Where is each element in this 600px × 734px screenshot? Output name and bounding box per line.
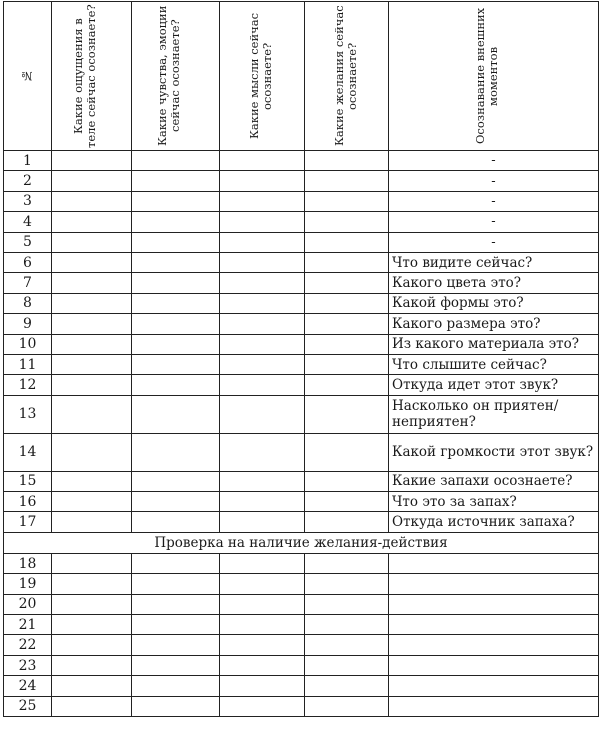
answer-cell[interactable]: [132, 171, 220, 191]
external-prompt: -: [389, 191, 599, 211]
answer-cell[interactable]: [132, 354, 220, 374]
answer-cell[interactable]: [132, 512, 220, 532]
answer-cell[interactable]: [220, 252, 305, 272]
answer-cell[interactable]: [220, 191, 305, 211]
answer-cell[interactable]: [52, 395, 132, 433]
answer-cell[interactable]: [389, 594, 599, 614]
answer-cell[interactable]: [52, 151, 132, 171]
answer-cell[interactable]: [305, 471, 389, 491]
answer-cell[interactable]: [305, 553, 389, 573]
answer-cell[interactable]: [220, 375, 305, 395]
answer-cell[interactable]: [220, 293, 305, 313]
header-number: №: [4, 2, 52, 151]
answer-cell[interactable]: [220, 232, 305, 252]
answer-cell[interactable]: [52, 471, 132, 491]
table-row: [4, 492, 599, 512]
answer-cell[interactable]: [305, 273, 389, 293]
rows-part-1: [4, 151, 599, 533]
answer-cell[interactable]: [220, 492, 305, 512]
row-number: 13: [4, 395, 52, 433]
row-number: 11: [4, 354, 52, 374]
answer-cell[interactable]: [52, 492, 132, 512]
answer-cell[interactable]: [52, 433, 132, 471]
external-prompt: -: [389, 151, 599, 171]
answer-cell[interactable]: [220, 471, 305, 491]
row-number: 20: [4, 594, 52, 614]
answer-cell[interactable]: [52, 293, 132, 313]
table-row: [4, 314, 599, 334]
answer-cell[interactable]: [132, 232, 220, 252]
answer-cell[interactable]: [52, 232, 132, 252]
answer-cell[interactable]: [132, 395, 220, 433]
external-prompt: Откуда источник запаха?: [389, 512, 599, 532]
answer-cell[interactable]: [220, 354, 305, 374]
answer-cell[interactable]: [132, 212, 220, 232]
row-number: 14: [4, 433, 52, 471]
header-row: [4, 2, 599, 151]
table-row: [4, 151, 599, 171]
row-number: 19: [4, 574, 52, 594]
answer-cell[interactable]: [220, 273, 305, 293]
answer-cell[interactable]: [132, 635, 220, 655]
table-row: [4, 232, 599, 252]
table-row: [4, 293, 599, 313]
answer-cell[interactable]: [220, 314, 305, 334]
answer-cell[interactable]: [389, 655, 599, 675]
header-feelings: Какие чувства, эмоции сейчас осознаете?: [132, 2, 220, 151]
row-number: 22: [4, 635, 52, 655]
external-prompt: Что слышите сейчас?: [389, 354, 599, 374]
answer-cell[interactable]: [305, 594, 389, 614]
external-prompt: -: [389, 212, 599, 232]
answer-cell[interactable]: [305, 433, 389, 471]
answer-cell[interactable]: [132, 492, 220, 512]
answer-cell[interactable]: [220, 433, 305, 471]
answer-cell[interactable]: [132, 151, 220, 171]
header-body-sensations: Какие ощущения в теле сейчас осознаете?: [52, 2, 132, 151]
answer-cell[interactable]: [52, 375, 132, 395]
external-prompt: Что это за запах?: [389, 492, 599, 512]
row-number: 25: [4, 696, 52, 716]
answer-cell[interactable]: [52, 273, 132, 293]
answer-cell[interactable]: [305, 395, 389, 433]
table-row: [4, 354, 599, 374]
table-row: [4, 212, 599, 232]
row-number: 2: [4, 171, 52, 191]
answer-cell[interactable]: [305, 293, 389, 313]
answer-cell[interactable]: [132, 314, 220, 334]
answer-cell[interactable]: [389, 553, 599, 573]
row-number: 12: [4, 375, 52, 395]
answer-cell[interactable]: [132, 471, 220, 491]
answer-cell[interactable]: [305, 191, 389, 211]
answer-cell[interactable]: [132, 574, 220, 594]
answer-cell[interactable]: [305, 354, 389, 374]
answer-cell[interactable]: [220, 655, 305, 675]
row-number: 7: [4, 273, 52, 293]
answer-cell[interactable]: [305, 232, 389, 252]
external-prompt: -: [389, 232, 599, 252]
table-row: [4, 696, 599, 716]
answer-cell[interactable]: [220, 635, 305, 655]
row-number: 8: [4, 293, 52, 313]
table-row: [4, 395, 599, 433]
answer-cell[interactable]: [52, 191, 132, 211]
row-number: 3: [4, 191, 52, 211]
row-number: 9: [4, 314, 52, 334]
external-prompt: Какие запахи осознаете?: [389, 471, 599, 491]
answer-cell[interactable]: [305, 334, 389, 354]
answer-cell[interactable]: [52, 512, 132, 532]
section-title: Проверка на наличие желания-действия: [4, 532, 599, 553]
table-row: [4, 471, 599, 491]
answer-cell[interactable]: [52, 676, 132, 696]
answer-cell[interactable]: [305, 635, 389, 655]
answer-cell[interactable]: [52, 314, 132, 334]
table-row: [4, 191, 599, 211]
answer-cell[interactable]: [305, 375, 389, 395]
answer-cell[interactable]: [132, 676, 220, 696]
answer-cell[interactable]: [389, 615, 599, 635]
answer-cell[interactable]: [220, 395, 305, 433]
header-thoughts: Какие мысли сейчас осознаете?: [220, 2, 305, 151]
table-row: [4, 273, 599, 293]
external-prompt: Какого размера это?: [389, 314, 599, 334]
row-number: 4: [4, 212, 52, 232]
answer-cell[interactable]: [132, 433, 220, 471]
answer-cell[interactable]: [220, 676, 305, 696]
row-number: 17: [4, 512, 52, 532]
external-prompt: Откуда идет этот звук?: [389, 375, 599, 395]
answer-cell[interactable]: [132, 655, 220, 675]
header-desires: Какие желания сейчас осознаете?: [305, 2, 389, 151]
answer-cell[interactable]: [389, 696, 599, 716]
answer-cell[interactable]: [132, 334, 220, 354]
table-row: [4, 252, 599, 272]
external-prompt: -: [389, 171, 599, 191]
answer-cell[interactable]: [132, 375, 220, 395]
external-prompt: Из какого материала это?: [389, 334, 599, 354]
row-number: 6: [4, 252, 52, 272]
table-row: [4, 676, 599, 696]
answer-cell[interactable]: [305, 314, 389, 334]
external-prompt: Какого цвета это?: [389, 273, 599, 293]
answer-cell[interactable]: [132, 252, 220, 272]
awareness-table: [3, 1, 599, 717]
row-number: 23: [4, 655, 52, 675]
answer-cell[interactable]: [220, 615, 305, 635]
answer-cell[interactable]: [52, 594, 132, 614]
answer-cell[interactable]: [305, 492, 389, 512]
section-row: [4, 532, 599, 553]
external-prompt: Насколько он приятен/ неприятен?: [389, 395, 599, 433]
answer-cell[interactable]: [305, 252, 389, 272]
answer-cell[interactable]: [52, 696, 132, 716]
table-row: [4, 553, 599, 573]
answer-cell[interactable]: [52, 615, 132, 635]
answer-cell[interactable]: [132, 191, 220, 211]
answer-cell[interactable]: [305, 171, 389, 191]
answer-cell[interactable]: [220, 553, 305, 573]
answer-cell[interactable]: [305, 676, 389, 696]
answer-cell[interactable]: [305, 151, 389, 171]
answer-cell[interactable]: [132, 293, 220, 313]
row-number: 21: [4, 615, 52, 635]
answer-cell[interactable]: [52, 252, 132, 272]
answer-cell[interactable]: [132, 594, 220, 614]
external-prompt: Какой громкости этот звук?: [389, 433, 599, 471]
table-row: [4, 512, 599, 532]
answer-cell[interactable]: [389, 635, 599, 655]
answer-cell[interactable]: [305, 655, 389, 675]
table-row: [4, 574, 599, 594]
row-number: 10: [4, 334, 52, 354]
answer-cell[interactable]: [305, 615, 389, 635]
answer-cell[interactable]: [220, 696, 305, 716]
answer-cell[interactable]: [305, 696, 389, 716]
answer-cell[interactable]: [132, 696, 220, 716]
answer-cell[interactable]: [132, 615, 220, 635]
table-row: [4, 171, 599, 191]
answer-cell[interactable]: [220, 151, 305, 171]
answer-cell[interactable]: [132, 273, 220, 293]
answer-cell[interactable]: [52, 574, 132, 594]
external-prompt: Какой формы это?: [389, 293, 599, 313]
row-number: 16: [4, 492, 52, 512]
row-number: 15: [4, 471, 52, 491]
row-number: 5: [4, 232, 52, 252]
answer-cell[interactable]: [132, 553, 220, 573]
answer-cell[interactable]: [220, 212, 305, 232]
answer-cell[interactable]: [52, 655, 132, 675]
answer-cell[interactable]: [220, 512, 305, 532]
answer-cell[interactable]: [305, 574, 389, 594]
answer-cell[interactable]: [220, 171, 305, 191]
answer-cell[interactable]: [220, 574, 305, 594]
table-row: [4, 615, 599, 635]
answer-cell[interactable]: [389, 574, 599, 594]
external-prompt: Что видите сейчас?: [389, 252, 599, 272]
answer-cell[interactable]: [52, 553, 132, 573]
row-number: 18: [4, 553, 52, 573]
answer-cell[interactable]: [52, 171, 132, 191]
table-row: [4, 594, 599, 614]
row-number: 24: [4, 676, 52, 696]
answer-cell[interactable]: [220, 594, 305, 614]
answer-cell[interactable]: [52, 212, 132, 232]
answer-cell[interactable]: [305, 512, 389, 532]
answer-cell[interactable]: [52, 354, 132, 374]
table-row: [4, 433, 599, 471]
table-row: [4, 655, 599, 675]
table-row: [4, 334, 599, 354]
answer-cell[interactable]: [52, 334, 132, 354]
table-row: [4, 375, 599, 395]
table-row: [4, 635, 599, 655]
answer-cell[interactable]: [389, 676, 599, 696]
header-external: Осознавание внешних моментов: [389, 2, 599, 151]
row-number: 1: [4, 151, 52, 171]
answer-cell[interactable]: [52, 635, 132, 655]
answer-cell[interactable]: [305, 212, 389, 232]
rows-part-2: [4, 553, 599, 716]
answer-cell[interactable]: [220, 334, 305, 354]
